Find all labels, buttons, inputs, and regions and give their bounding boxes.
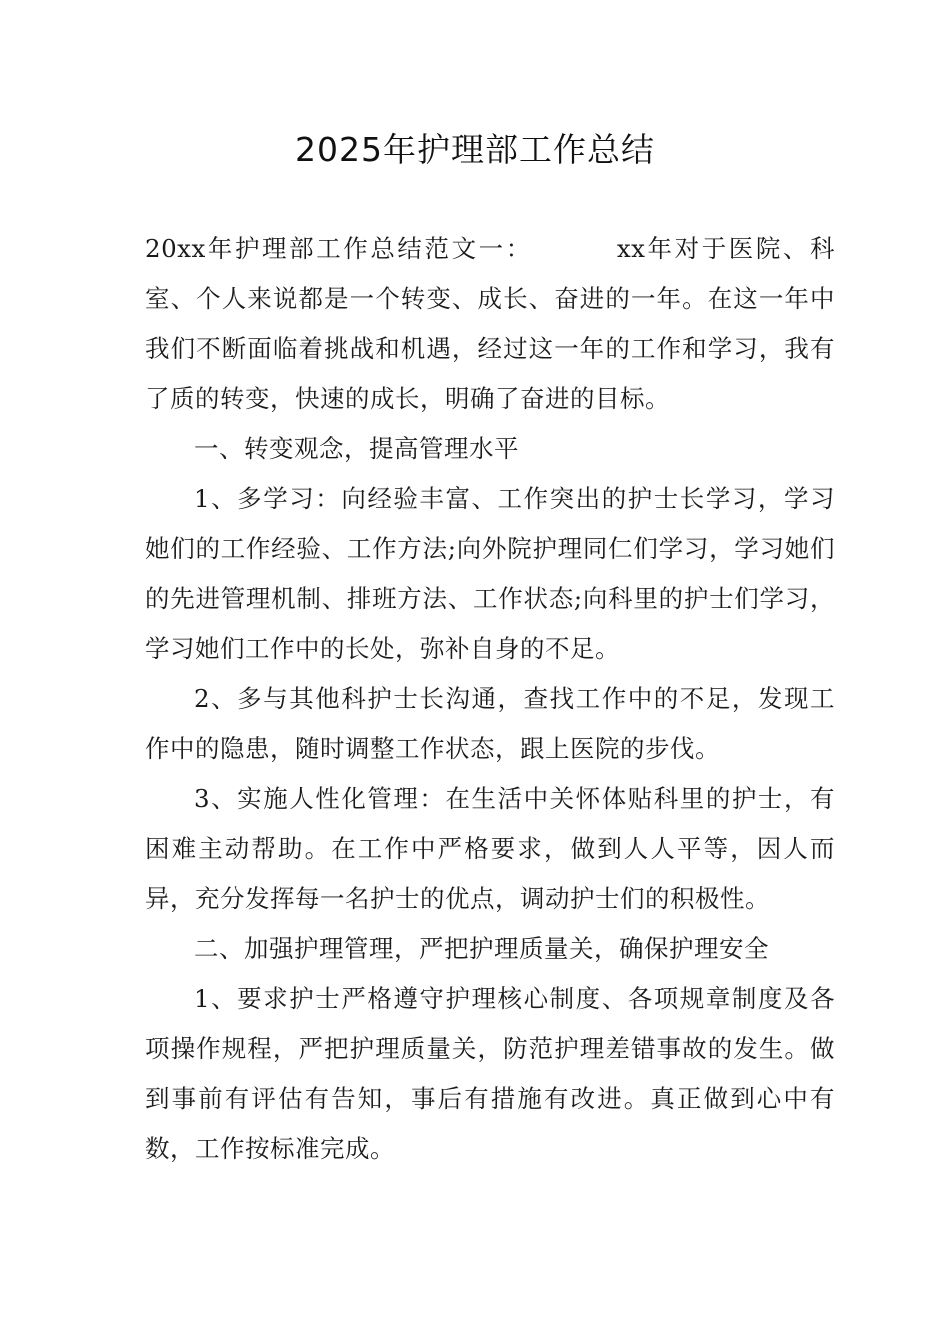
paragraph-1-1: 1、多学习：向经验丰富、工作突出的护士长学习，学习她们的工作经验、工作方法;向外院护理同仁们学习，学习她们的先进管理机制、排班方法、工作状态;向科里的护士们学习，学习她们工作中的长处，弥补自身的不足。 (145, 484, 835, 663)
intro-paragraph (145, 224, 835, 424)
section-heading-2: 二、加强护理管理，严把护理质量关，确保护理安全 (194, 934, 769, 963)
paragraph-1-3: 3、实施人性化管理：在生活中关怀体贴科里的护士，有困难主动帮助。在工作中严格要求，做到人人平等，因人而异，充分发挥每一名护士的优点，调动护士们的积极性。 (145, 784, 835, 913)
paragraph-2-1: 1、要求护士严格遵守护理核心制度、各项规章制度及各项操作规程，严把护理质量关，防范护理差错事故的发生。做到事前有评估有告知，事后有措施有改进。真正做到心中有数，工作按标准完成。 (145, 984, 835, 1163)
document-body (145, 224, 835, 1174)
document-title: 2025年护理部工作总结 (295, 130, 655, 169)
intro-prefix: 20xx年护理部工作总结范文一： (145, 234, 533, 263)
section-heading-1: 一、转变观念，提高管理水平 (194, 434, 519, 463)
intro-body: xx年对于医院、科室、个人来说都是一个转变、成长、奋进的一年。在这一年中我们不断面临着挑战和机遇，经过这一年的工作和学习，我有了质的转变，快速的成长，明确了奋进的目标。 (145, 234, 836, 413)
paragraph-1-2: 2、多与其他科护士长沟通，查找工作中的不足，发现工作中的隐患，随时调整工作状态，跟上医院的步伐。 (145, 684, 835, 763)
